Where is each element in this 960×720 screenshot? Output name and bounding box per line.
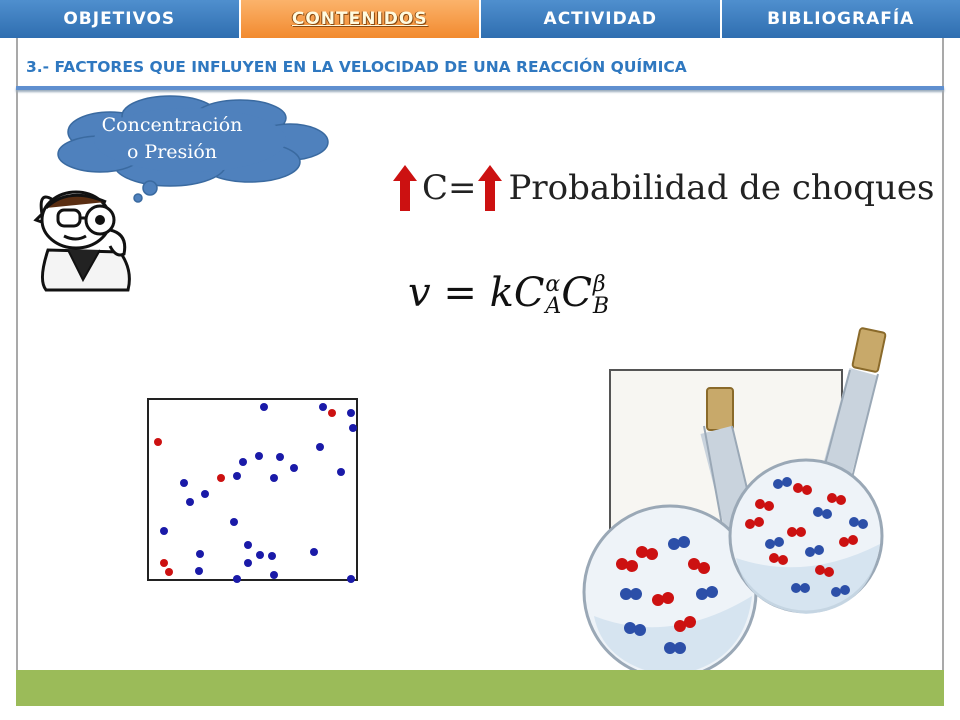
formula-cb: C — [561, 270, 592, 316]
particle-red — [165, 568, 173, 576]
formula-sub-a: A — [545, 294, 562, 319]
particle-blue — [244, 541, 252, 549]
formula-k: k — [489, 270, 514, 316]
section-title: 3.- FACTORES QUE INFLUYEN EN LA VELOCIDAD DE UNA REACCIÓN QUÍMICA — [26, 58, 687, 76]
title-underline — [16, 86, 944, 90]
particle-blue — [256, 551, 264, 559]
rate-law-formula — [408, 270, 609, 318]
formula-ca: C — [513, 270, 545, 316]
particle-blue — [201, 490, 209, 498]
particle-blue — [195, 567, 203, 575]
particle-blue — [347, 409, 355, 417]
arrow-up-icon — [392, 163, 418, 213]
particle-blue — [319, 403, 327, 411]
particle-blue — [310, 548, 318, 556]
frame-left-border — [16, 38, 18, 706]
particle-blue — [255, 452, 263, 460]
particle-blue — [270, 571, 278, 579]
particle-blue — [180, 479, 188, 487]
particle-blue — [233, 472, 241, 480]
cloud-line-1: Concentración — [101, 114, 243, 136]
particle-red — [160, 559, 168, 567]
particle-box — [147, 398, 358, 581]
particle-red — [217, 474, 225, 482]
particle-blue — [160, 527, 168, 535]
cloud-label — [72, 112, 272, 166]
formula-equals: = — [430, 270, 490, 316]
frame-right-border — [942, 38, 944, 706]
particle-blue — [268, 552, 276, 560]
tab-bibliografia[interactable]: BIBLIOGRAFÍA — [722, 0, 960, 38]
particle-blue — [316, 443, 324, 451]
tab-actividad[interactable]: ACTIVIDAD — [481, 0, 722, 38]
particle-blue — [270, 474, 278, 482]
particle-blue — [233, 575, 241, 583]
particle-blue — [244, 559, 252, 567]
particle-blue — [347, 575, 355, 583]
flasks-illustration — [574, 326, 914, 670]
formula-sub-b: B — [592, 294, 610, 319]
top-nav — [0, 0, 960, 38]
particle-blue — [276, 453, 284, 461]
probability-statement — [392, 162, 934, 214]
formula-v: v — [408, 270, 431, 316]
concentration-symbol: C= — [422, 168, 477, 208]
formula-beta: β — [592, 272, 606, 297]
particle-red — [328, 409, 336, 417]
probability-text: Probabilidad de choques — [508, 168, 935, 208]
particle-blue — [349, 424, 357, 432]
particle-blue — [186, 498, 194, 506]
particle-blue — [337, 468, 345, 476]
cloud-line-2: o Presión — [126, 141, 218, 163]
particle-blue — [260, 403, 268, 411]
tab-objetivos[interactable]: OBJETIVOS — [0, 0, 241, 38]
footer-bar — [16, 670, 944, 706]
particle-red — [154, 438, 162, 446]
particle-blue — [239, 458, 247, 466]
tab-contenidos[interactable]: CONTENIDOS — [241, 0, 482, 38]
arrow-up-icon — [477, 163, 503, 213]
formula-alpha: α — [545, 272, 561, 297]
particle-blue — [290, 464, 298, 472]
particle-blue — [230, 518, 238, 526]
particle-blue — [196, 550, 204, 558]
scientist-cartoon-icon — [28, 180, 138, 292]
